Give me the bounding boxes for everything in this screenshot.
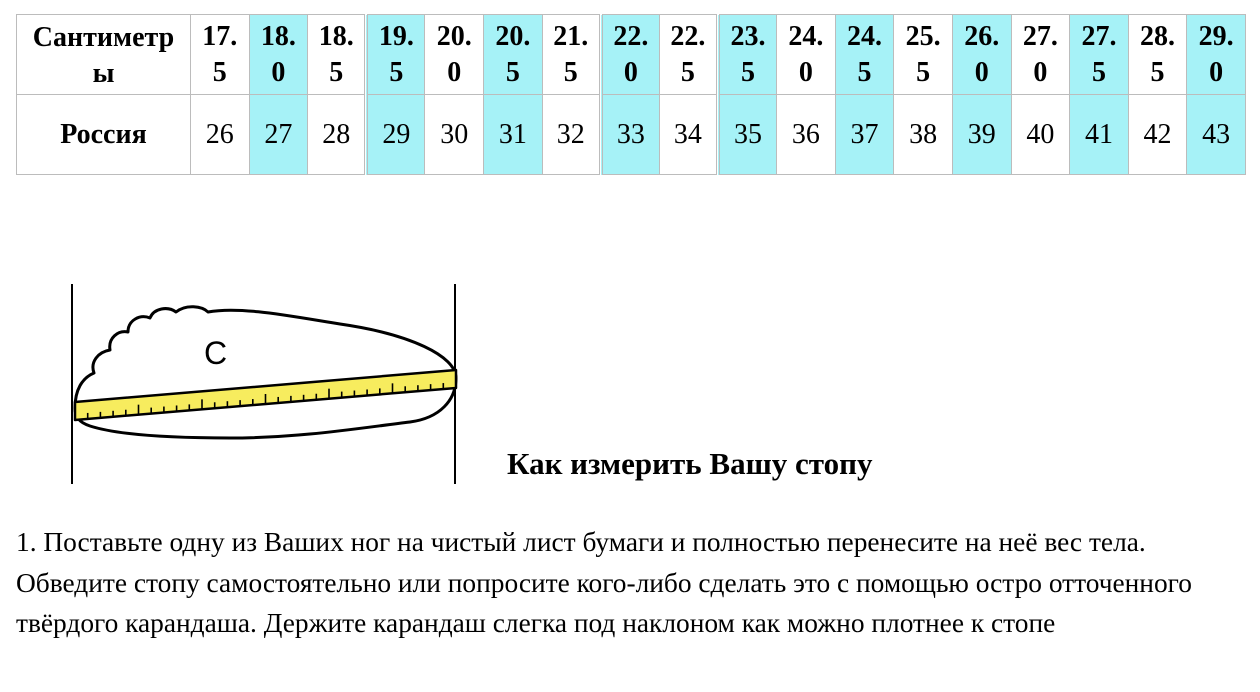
ru-size-cell: 43	[1187, 95, 1246, 175]
foot-outline	[75, 307, 456, 438]
ru-size-cell: 32	[542, 95, 601, 175]
cm-cell: 29. 0	[1187, 15, 1246, 95]
cm-cell: 22. 0	[601, 15, 660, 95]
centimeters-label-line1: Сантиметр	[32, 21, 175, 53]
ru-size-cell: 30	[425, 95, 484, 175]
centimeters-header-cell	[17, 15, 191, 95]
ru-size-cell: 35	[718, 95, 777, 175]
ru-size-cell: 36	[777, 95, 836, 175]
ru-size-cell: 33	[601, 95, 660, 175]
ru-size-cell: 28	[308, 95, 367, 175]
cm-cell: 25. 5	[894, 15, 953, 95]
cm-cell: 21. 5	[542, 15, 601, 95]
cm-cell: 20. 0	[425, 15, 484, 95]
ru-size-cell: 40	[1011, 95, 1070, 175]
cm-cell: 18. 5	[308, 15, 367, 95]
ru-size-cell: 29	[366, 95, 425, 175]
ru-size-cell: 34	[659, 95, 718, 175]
cm-cell: 28. 5	[1128, 15, 1187, 95]
centimeters-label-line2: ы	[92, 57, 115, 89]
cm-cell: 17. 5	[191, 15, 250, 95]
cm-cell: 27. 0	[1011, 15, 1070, 95]
ru-size-cell: 39	[952, 95, 1011, 175]
ru-size-cell: 41	[1070, 95, 1129, 175]
ru-size-cell: 37	[835, 95, 894, 175]
cm-cell: 27. 5	[1070, 15, 1129, 95]
ru-size-cell: 38	[894, 95, 953, 175]
ru-size-cell: 42	[1128, 95, 1187, 175]
foot-letter-c: C	[204, 335, 228, 371]
cm-cell: 23. 5	[718, 15, 777, 95]
ru-size-cell: 27	[249, 95, 308, 175]
ru-size-cell: 31	[484, 95, 543, 175]
ru-size-cell: 26	[191, 95, 250, 175]
cm-cell: 18. 0	[249, 15, 308, 95]
how-to-measure-title: Как измерить Вашу стопу	[507, 446, 873, 481]
russia-label-cell: Россия	[17, 95, 191, 175]
instructions-paragraph: 1. Поставьте одну из Ваших ног на чистый лист бумаги и полностью перенесите на неё вес тела. Обведите стопу самостоятельно или попросите кого-либо сделать это с помощью остро отточенного твёрдого карандаша. Держите карандаш слегка под наклоном как можно плотнее к стопе	[16, 527, 1192, 638]
cm-cell: 24. 0	[777, 15, 836, 95]
cm-cell: 26. 0	[952, 15, 1011, 95]
cm-cell: 20. 5	[484, 15, 543, 95]
cm-cell: 24. 5	[835, 15, 894, 95]
foot-measure-illustration	[60, 278, 470, 492]
cm-cell: 22. 5	[659, 15, 718, 95]
cm-cell: 19. 5	[366, 15, 425, 95]
size-chart-table	[16, 14, 1246, 175]
